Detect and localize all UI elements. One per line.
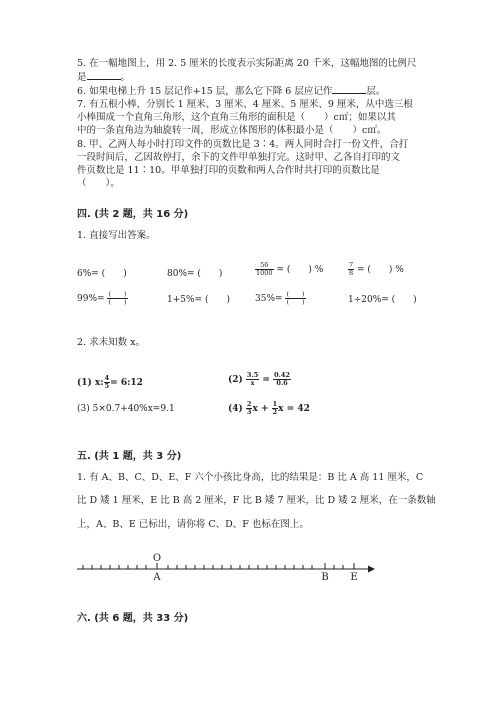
section5-q1-line3: 上，A、B、E 已标出，请你将 C、D、F 也标在图上。 [77,519,309,530]
calc-99pct: 99%= $\frac{( )}{( )}$ [77,290,127,306]
q7-line3: 中的一条直角边为轴旋转一周，形成立体图形的体积最小是（ ）c㎡。 [77,125,387,136]
calc-80pct: 80%= ( ) [167,269,223,279]
equation-4: (4) $\frac{2}{3}$ x + $\frac{1}{2}$ x = 42 [228,400,310,416]
q7-line1: 7. 有五根小棒，分别长 1 厘米、3 厘米、4 厘米、5 厘米、9 厘米，从中选三根 [77,99,413,110]
section5-q1-line2: 比 D 矮 1 厘米，E 比 B 高 2 厘米，F 比 B 矮 7 厘米，比 D 矮 2 厘米，在一条数轴 [77,495,436,506]
q8-line1: 8. 甲、乙两人每小时打印文件的页数比是 3∶4。两人同时合打一份文件，合打 [77,139,409,150]
equation-1: (1) x: $\frac{4}{5}$ = 6:12 [77,374,143,390]
q5-line1: 5. 在一幅地图上，用 2. 5 厘米的长度表示实际距离 20 千米，这幅地图的比例尺 [77,58,417,69]
fraction: $\frac{4}{5}$ [104,374,110,390]
calc-56-over-1000: $\frac{56}{1000}$ = ( ) % [256,261,324,277]
fraction: $\frac{0.42}{0.6}$ [274,371,290,387]
fraction: $\frac{56}{1000}$ [256,261,273,277]
calc-6pct: 6%= ( ) [77,269,127,279]
equation-2: (2) $\frac{3.5}{x}$ = $\frac{0.42}{0.6}$ [228,371,290,387]
section5-title: 五. (共 1 题，共 3 分) [77,451,182,462]
q7-line2: 小棒围成一个直角三角形，这个直角三角形的面积是（ ）c㎡；如果以其 [77,112,396,123]
q8-line2: 一段时间后，乙因故停打，余下的文件甲单独打完。这时甲、乙各自打印的文 [77,152,401,163]
fraction: $\frac{2}{3}$ [246,400,252,416]
section5-q1-line1: 1. 有 A、B、C、D、E、F 六个小孩比身高，比的结果是：B 比 A 高 11 厘米，C [77,472,424,483]
section4-title: 四. (共 2 题，共 16 分) [77,209,189,220]
equation-3: (3) 5×0.7+40%x=9.1 [77,404,175,414]
fraction: $\frac{7}{8}$ [349,261,354,277]
section4-q2-title: 2. 求未知数 x。 [77,337,145,348]
calc-7-over-8: $\frac{7}{8}$ = ( ) % [349,261,404,277]
q6-tail: 层。 [366,86,386,97]
q5-line2-end: 。 [120,72,131,83]
origin-label: O [152,553,162,564]
fraction: $\frac{1}{2}$ [272,400,278,416]
axis-ticks [77,563,375,573]
point-a-label: A [153,572,161,583]
axis-arrow-icon [368,566,375,573]
point-e-label: E [350,572,358,583]
section4-q1-title: 1. 直接写出答案。 [77,230,156,241]
q6-text: 6. 如果电梯上升 15 层记作+15 层，那么它下降 6 层应记作 [77,86,333,97]
calc-1-plus-5pct: 1+5%= ( ) [167,295,230,305]
calc-35pct: 35%= $\frac{( )}{( )}$ [255,290,305,306]
fraction-blank: $\frac{( )}{( )}$ [286,290,305,306]
q8-line3: 件页数比是 11∶10。甲单独打印的页数和两人合作时共打印的页数比是 [77,165,380,176]
section6-title: 六. (共 6 题，共 33 分) [77,613,189,624]
fraction-blank: $\frac{( )}{( )}$ [108,290,127,306]
q8-line4: （ ）。 [77,178,120,189]
point-b-label: B [321,572,329,583]
calc-1-div-20pct: 1÷20%= ( ) [348,295,417,305]
fraction: $\frac{3.5}{x}$ [246,371,259,387]
q5-line2-start: 是 [77,72,87,83]
